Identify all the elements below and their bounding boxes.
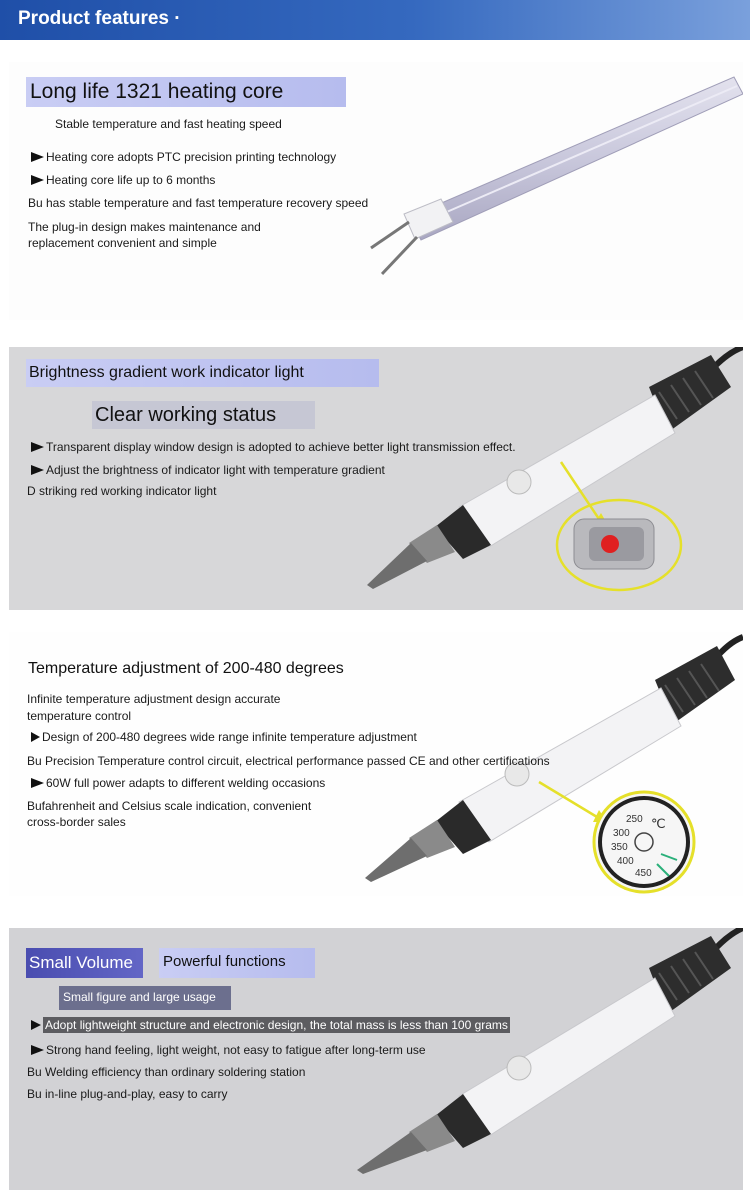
dial-label: 450 xyxy=(635,868,652,879)
bullet-item: Bu Welding efficiency than ordinary soldering station xyxy=(27,1065,306,1079)
subheading-clear-status: Clear working status xyxy=(92,401,315,429)
heading-indicator-light: Brightness gradient work indicator light xyxy=(26,359,379,387)
subtitle-small-figure: Small figure and large usage xyxy=(59,986,231,1010)
bullet-item: D striking red working indicator light xyxy=(27,484,217,498)
arrow-icon xyxy=(31,175,44,185)
heading-temperature: Temperature adjustment of 200-480 degrees xyxy=(28,660,344,677)
dial-label: 350 xyxy=(611,842,628,853)
header-banner xyxy=(0,0,750,40)
bullet-item: cross-border sales xyxy=(27,815,126,829)
section-heating-core xyxy=(9,62,743,320)
bullet-item: Design of 200-480 degrees wide range infinite temperature adjustment xyxy=(31,730,417,744)
paragraph: temperature control xyxy=(27,709,132,723)
arrow-icon xyxy=(31,1045,44,1055)
bullet-item: Bu Precision Temperature control circuit, electrical performance passed CE and other certifications xyxy=(27,754,550,768)
bullet-item: replacement convenient and simple xyxy=(28,236,217,250)
header-title: Product features · xyxy=(18,8,181,29)
dial-label: 250 xyxy=(626,814,643,825)
arrow-icon xyxy=(31,732,40,742)
bullet-item: Transparent display window design is adopted to achieve better light transmission effect. xyxy=(31,440,516,454)
dial-label: ℃ xyxy=(651,816,666,831)
section-temperature-adjustment xyxy=(9,632,743,896)
bullet-item: Heating core life up to 6 months xyxy=(31,173,215,187)
paragraph: Infinite temperature adjustment design accurate xyxy=(27,692,281,706)
subtitle: Stable temperature and fast heating speed xyxy=(55,117,282,131)
bullet-item: Heating core adopts PTC precision printing technology xyxy=(31,150,336,164)
heading-heating-core: Long life 1321 heating core xyxy=(26,77,346,107)
tag-powerful-functions: Powerful functions xyxy=(159,948,315,978)
arrow-icon xyxy=(31,152,44,162)
dial-label: 400 xyxy=(617,856,634,867)
bullet-item: Bu has stable temperature and fast temperature recovery speed xyxy=(28,196,369,210)
soldering-iron-compact-illustration xyxy=(339,928,743,1190)
arrow-icon xyxy=(31,465,44,475)
bullet-item: Bufahrenheit and Celsius scale indication, convenient xyxy=(27,799,312,813)
highlighted-text: Adopt lightweight structure and electronic design, the total mass is less than 100 grams xyxy=(45,1018,508,1032)
bullet-item xyxy=(31,1018,510,1032)
bullet-item: Bu in-line plug-and-play, easy to carry xyxy=(27,1087,228,1101)
section-small-volume xyxy=(9,928,743,1190)
arrow-icon xyxy=(31,1020,41,1030)
bullet-item: The plug-in design makes maintenance and xyxy=(28,220,261,234)
heating-core-illustration xyxy=(349,62,743,292)
bullet-item: 60W full power adapts to different welding occasions xyxy=(31,776,325,790)
dial-label: 300 xyxy=(613,828,630,839)
arrow-icon xyxy=(31,442,44,452)
tag-small-volume: Small Volume xyxy=(26,948,143,978)
bullet-item: Adjust the brightness of indicator light with temperature gradient xyxy=(31,463,385,477)
arrow-icon xyxy=(31,778,44,788)
soldering-iron-indicator-illustration xyxy=(339,347,743,610)
section-indicator-light xyxy=(9,347,743,610)
bullet-item: Strong hand feeling, light weight, not easy to fatigue after long-term use xyxy=(31,1043,426,1057)
